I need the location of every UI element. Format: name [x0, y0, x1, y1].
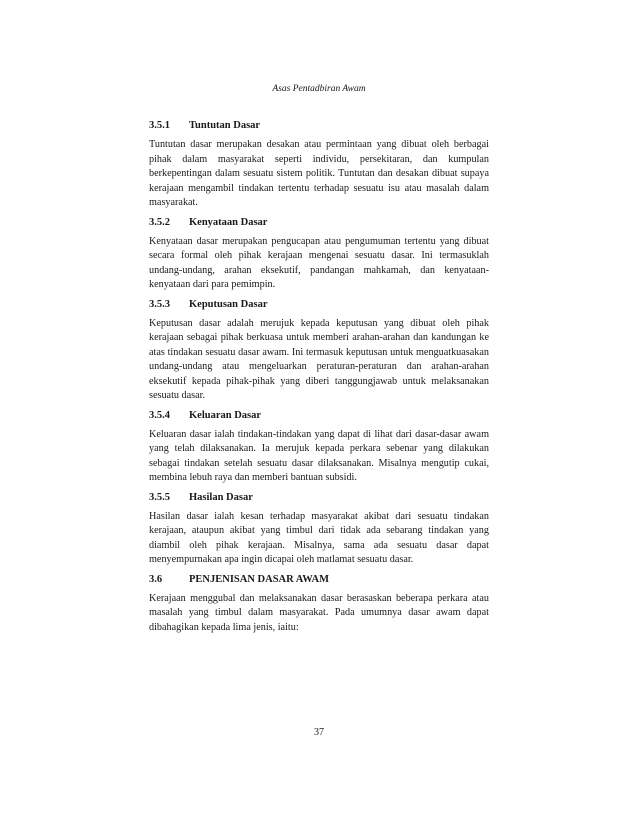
- section-heading: [149, 574, 489, 585]
- page-number: 37: [314, 727, 324, 738]
- section-paragraph: Hasilan dasar ialah kesan terhadap masyarakat akibat dari sesuatu tindakan kerajaan, ataupun akibat yang timbul dari tidak ada sebarang tindakan yang diambil oleh pihak kerajaan. Misalnya, sama ada sesuatu dasar dapat menyempurnakan apa ingin dicapai oleh matlamat sesuatu dasar.: [149, 510, 489, 565]
- section-title: Keputusan Dasar: [189, 298, 268, 310]
- section-number: 3.5.3: [149, 298, 170, 310]
- section-3-5-5: [149, 492, 489, 568]
- section-number: 3.6: [149, 573, 163, 585]
- section-paragraph: Tuntutan dasar merupakan desakan atau permintaan yang dibuat oleh berbagai pihak dalam masyarakat seperti individu, persekitaran, dan kumpulan berkepentingan dalam sesuatu sistem politik. Tuntutan dan desakan dibuat supaya kerajaan mengambil tindakan tertentu terhadap sesuatu isu atau masalah dalam masyarakat.: [149, 139, 489, 208]
- section-3-5-4: [149, 410, 489, 486]
- section-paragraph: Keluaran dasar ialah tindakan-tindakan yang dapat di lihat dari dasar-dasar awam yang telah dilaksanakan. Ia merujuk kepada perkara sebenar yang dilakukan sebagai tindakan setelah sesuatu dasar dilaksanakan. Misalnya mengutip cukai, membina lebuh raya dan memberi bantuan subsidi.: [149, 428, 489, 483]
- section-number: 3.5.2: [149, 216, 170, 228]
- section-paragraph: Keputusan dasar adalah merujuk kepada keputusan yang dibuat oleh pihak kerajaan sebagai pihak berkuasa untuk memberi arahan-arahan dan kandungan ke atas tindakan sesuatu dasar awam. Ini termasuk keputusan untuk menguatkuasakan undang-undang atau mengeluarkan peraturan-peraturan dan arahan-arahan eksekutif kepada pihak-pihak yang diberi tanggungjawab untuk melaksanakan sesuatu dasar.: [149, 317, 489, 401]
- section-3-6: [149, 574, 489, 636]
- page-body: [149, 120, 489, 641]
- section-title: PENJENISAN DASAR AWAM: [189, 573, 330, 585]
- section-heading: [149, 299, 489, 310]
- section-3-5-2: [149, 217, 489, 293]
- running-header: Asas Pentadbiran Awam: [272, 84, 366, 94]
- section-heading: [149, 120, 489, 131]
- section-paragraph: Kerajaan menggubal dan melaksanakan dasar berasaskan beberapa perkara atau masalah yang timbul dalam masyarakat. Pada umumnya dasar awam dapat dibahagikan kepada lima jenis, iaitu:: [149, 592, 489, 633]
- section-heading: [149, 410, 489, 421]
- section-title: Kenyataan Dasar: [189, 216, 268, 228]
- section-number: 3.5.4: [149, 409, 170, 421]
- section-title: Hasilan Dasar: [189, 491, 253, 503]
- section-3-5-3: [149, 299, 489, 404]
- section-heading: [149, 217, 489, 228]
- section-3-5-1: [149, 120, 489, 211]
- section-paragraph: Kenyataan dasar merupakan pengucapan atau pengumuman tertentu yang dibuat secara formal oleh pihak kerajaan mengenai sesuatu dasar. Ini termasuklah undang-undang, arahan eksekutif, pandangan mahkamah, dan kenyataan-kenyataan dari para pemimpin.: [149, 235, 489, 290]
- section-heading: [149, 492, 489, 503]
- section-number: 3.5.1: [149, 120, 170, 131]
- section-title: Tuntutan Dasar: [189, 120, 261, 131]
- section-title: Keluaran Dasar: [189, 409, 262, 421]
- section-number: 3.5.5: [149, 491, 170, 503]
